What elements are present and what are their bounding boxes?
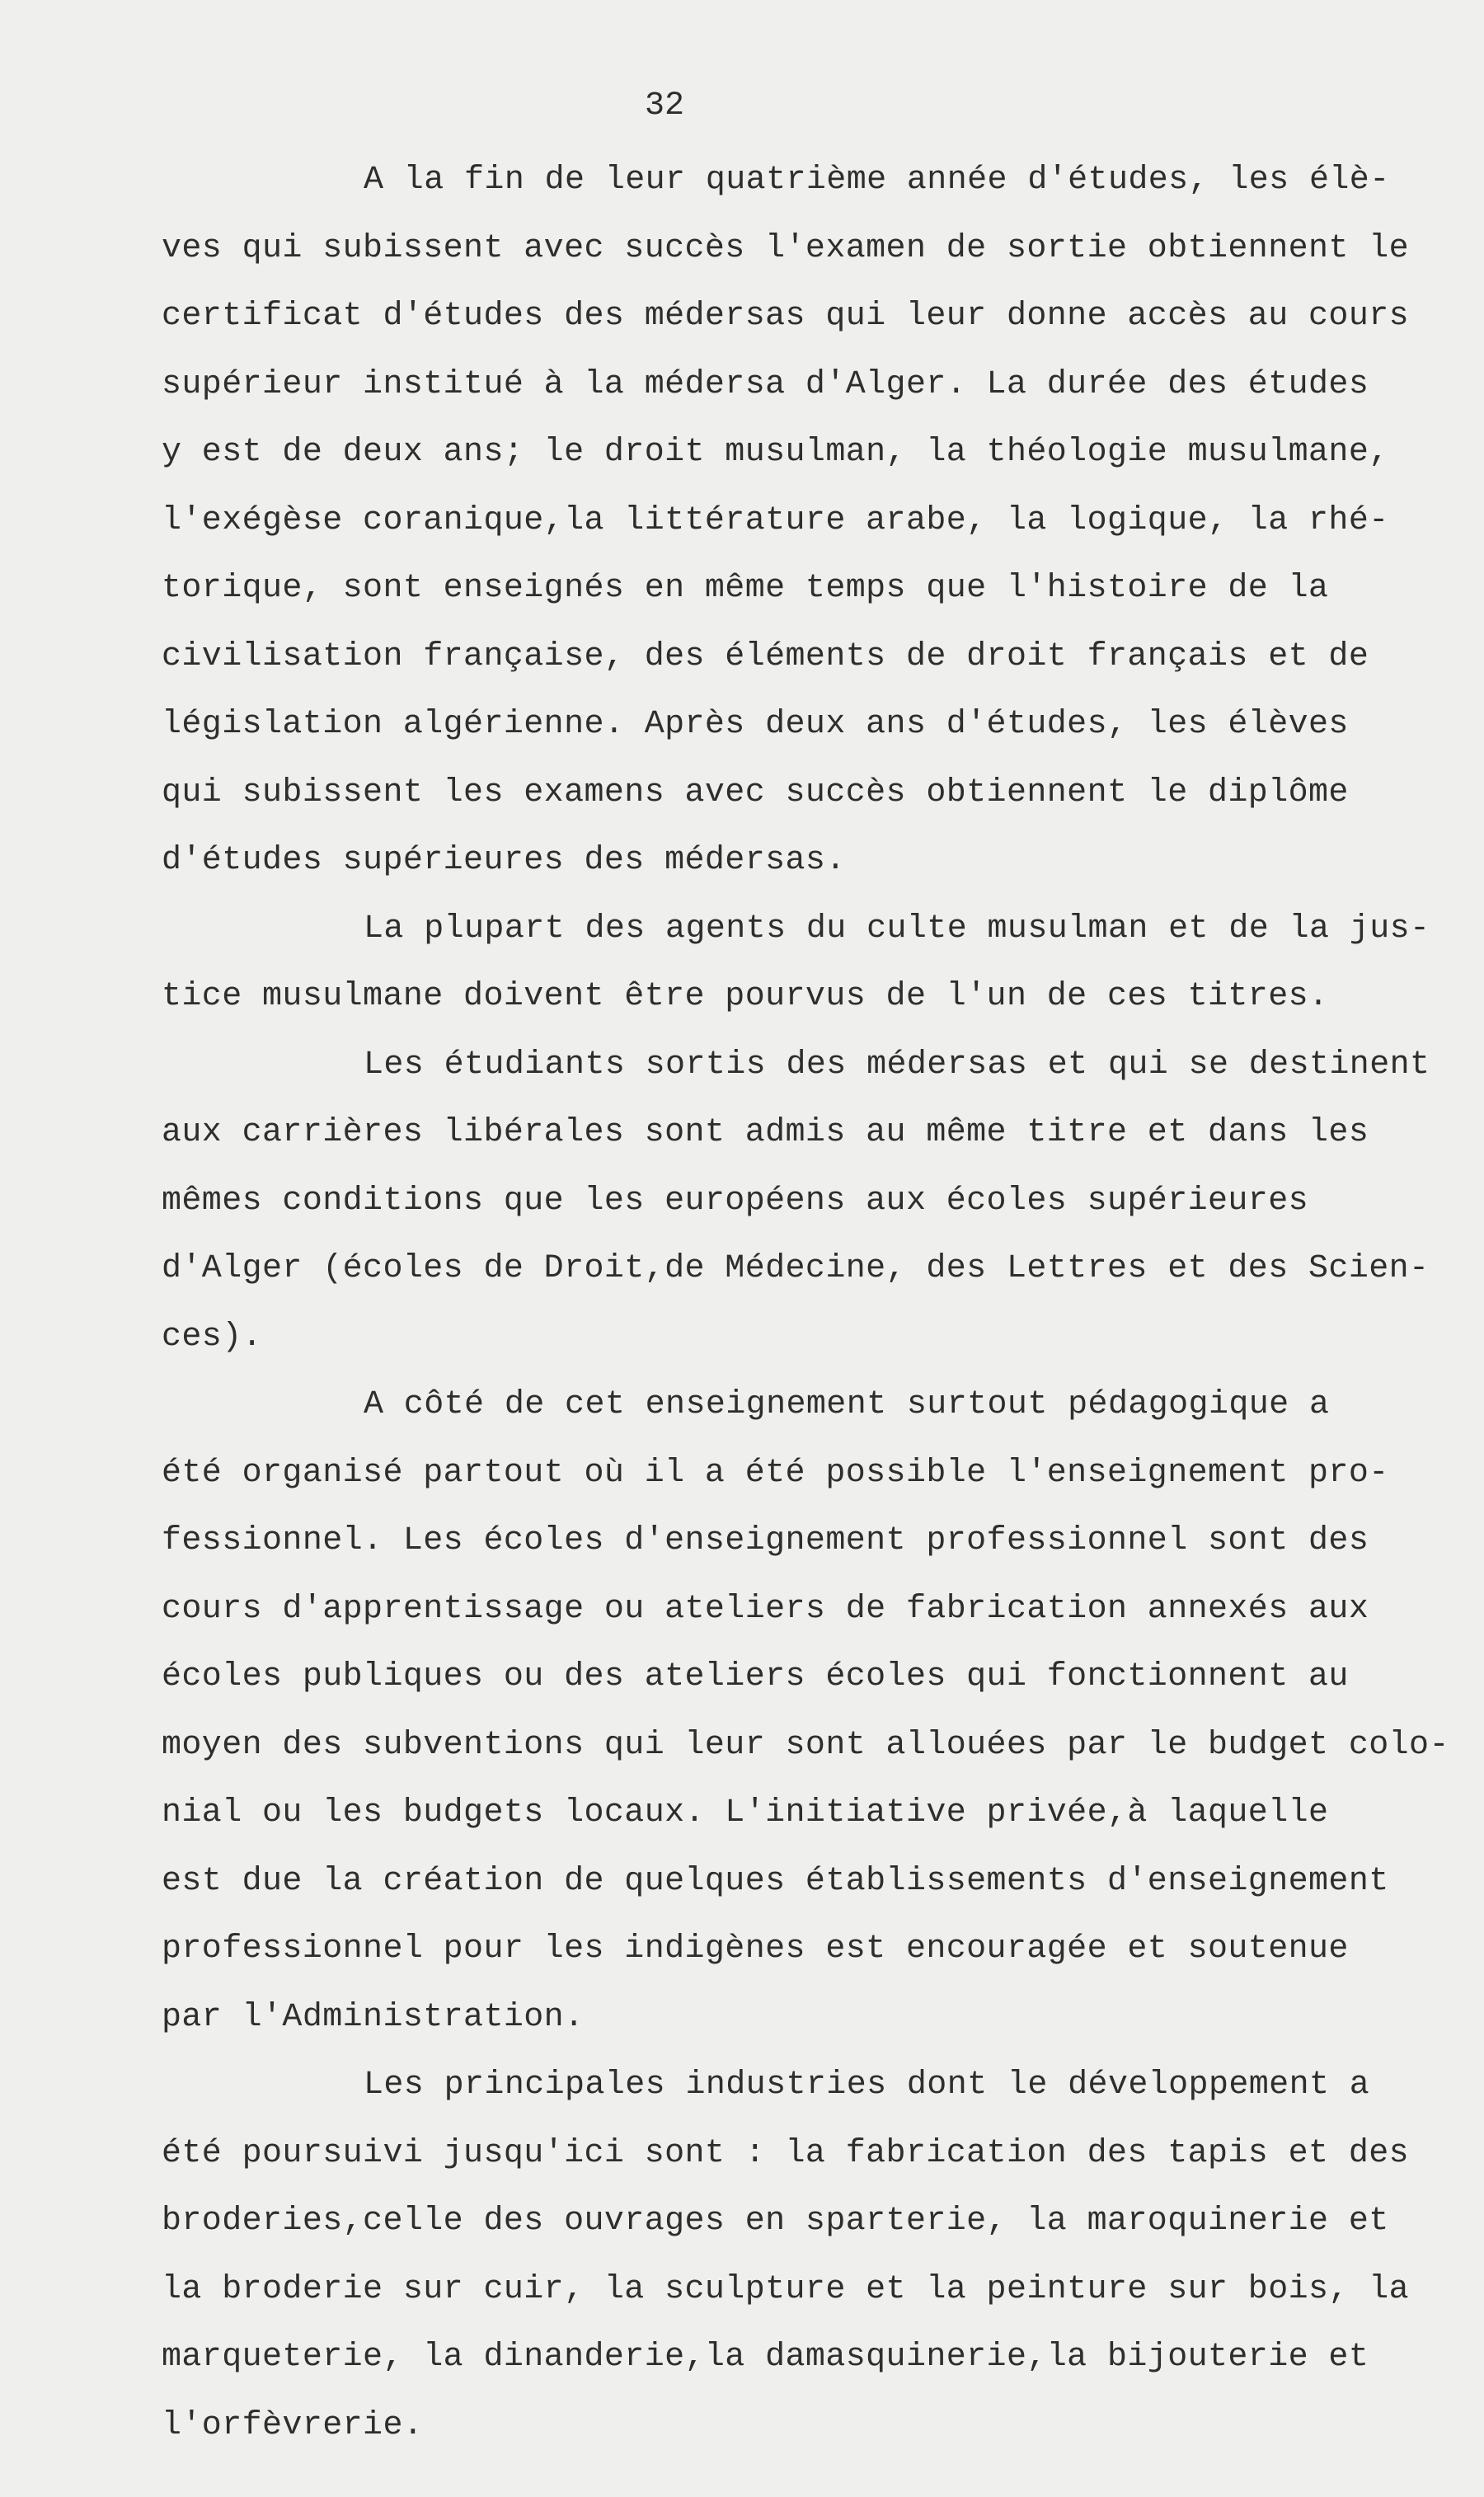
paragraph-4 <box>162 1371 1448 2052</box>
text-line: moyen des subventions qui leur sont allouées par le budget colo- <box>162 1726 1449 1764</box>
text-line: législation algérienne. Après deux ans d'études, les élèves <box>162 706 1349 743</box>
text-line: aux carrières libérales sont admis au même titre et dans les <box>162 1114 1369 1151</box>
text-line: supérieur institué à la médersa d'Alger. La durée des études <box>162 365 1369 403</box>
paragraph-5 <box>162 2052 1448 2460</box>
text-line: par l'Administration. <box>162 1998 585 2036</box>
text-line: La plupart des agents du culte musulman et de la jus- <box>364 910 1430 948</box>
text-line: ces). <box>162 1318 263 1356</box>
text-line: l'orfèvrerie. <box>162 2406 424 2444</box>
text-line: A côté de cet enseignement surtout pédagogique a <box>364 1386 1330 1423</box>
text-line: été organisé partout où il a été possible l'enseignement pro- <box>162 1454 1389 1492</box>
text-line: fessionnel. Les écoles d'enseignement professionnel sont des <box>162 1522 1369 1559</box>
text-line: professionnel pour les indigènes est encouragée et soutenue <box>162 1930 1349 1968</box>
body-text <box>162 147 1448 2460</box>
text-line: A la fin de leur quatrième année d'études, les élè- <box>364 162 1390 199</box>
text-line: écoles publiques ou des ateliers écoles qui fonctionnent au <box>162 1658 1349 1695</box>
text-line: été poursuivi jusqu'ici sont : la fabrication des tapis et des <box>162 2134 1410 2172</box>
text-line: cours d'apprentissage ou ateliers de fabrication annexés aux <box>162 1590 1369 1628</box>
text-line: ves qui subissent avec succès l'examen de sortie obtiennent le <box>162 229 1410 267</box>
text-line: d'études supérieures des médersas. <box>162 842 846 879</box>
text-line: mêmes conditions que les européens aux écoles supérieures <box>162 1182 1309 1220</box>
text-line: tice musulmane doivent être pourvus de l'un de ces titres. <box>162 978 1329 1015</box>
text-line: Les principales industries dont le développement a <box>364 2067 1370 2104</box>
text-line: certificat d'études des médersas qui leur donne accès au cours <box>162 298 1410 335</box>
text-line: nial ou les budgets locaux. L'initiative privée,à laquelle <box>162 1794 1329 1832</box>
text-line: broderies,celle des ouvrages en sparterie, la maroquinerie et <box>162 2203 1389 2240</box>
text-line: torique, sont enseignés en même temps que l'histoire de la <box>162 570 1329 607</box>
text-line: est due la création de quelques établissements d'enseignement <box>162 1862 1389 1900</box>
paragraph-3 <box>162 1032 1448 1372</box>
text-line: l'exégèse coranique,la littérature arabe, la logique, la rhé- <box>162 501 1389 539</box>
text-line: Les étudiants sortis des médersas et qui se destinent <box>364 1046 1430 1084</box>
text-line: marqueterie, la dinanderie,la damasquinerie,la bijouterie et <box>162 2339 1369 2376</box>
text-line: qui subissent les examens avec succès obtiennent le diplôme <box>162 774 1349 811</box>
text-line: d'Alger (écoles de Droit,de Médecine, des Lettres et des Scien- <box>162 1250 1430 1287</box>
paragraph-1 <box>162 147 1448 896</box>
paragraph-2 <box>162 896 1448 1032</box>
text-line: y est de deux ans; le droit musulman, la théologie musulmane, <box>162 434 1389 471</box>
text-line: civilisation française, des éléments de droit français et de <box>162 637 1369 675</box>
text-line: la broderie sur cuir, la sculpture et la peinture sur bois, la <box>162 2270 1410 2308</box>
page-number: 32 <box>645 87 685 125</box>
